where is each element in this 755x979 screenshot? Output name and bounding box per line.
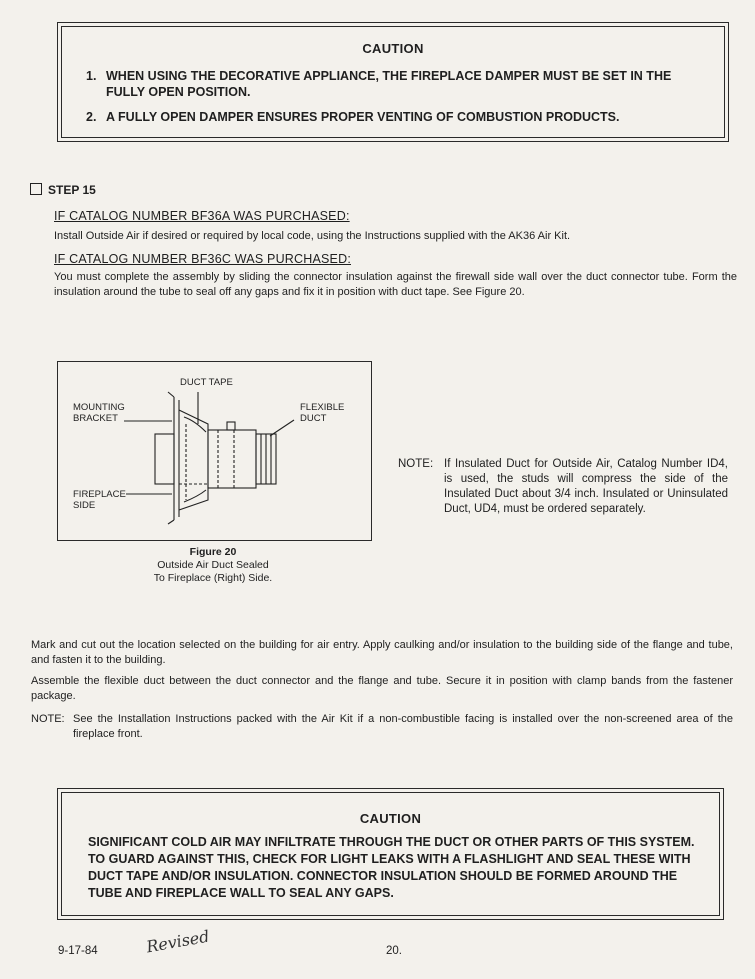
paragraph-note-label: NOTE: — [31, 713, 65, 725]
footer-date: 9-17-84 — [58, 945, 98, 957]
caution-list — [86, 68, 702, 134]
label-flexible-duct: FLEXIBLE DUCT — [300, 402, 345, 424]
caution-item-number: 1. — [86, 69, 97, 83]
figure-frame — [57, 361, 372, 541]
side-note-text: If Insulated Duct for Outside Air, Catalog Number ID4, is used, the studs will compress the side of the Insulated Duct about 3/4 inch. Insulated or Uninsulated Duct, UD4, must be ordered separately. — [444, 458, 728, 515]
step-heading — [30, 183, 96, 197]
side-note — [398, 457, 728, 537]
caution-text: SIGNIFICANT COLD AIR MAY INFILTRATE THROUGH THE DUCT OR OTHER PARTS OF THIS SYSTEM. TO GUARD AGAINST THIS, CHECK FOR LIGHT LEAKS WITH A FLASHLIGHT AND SEAL THESE WITH DUCT TAPE AND/OR INSULATION. CONNECTOR INSULATION SHOULD BE FORMED AROUND THE TUBE AND FIREPLACE WALL TO SEAL ANY GAPS. — [88, 835, 695, 900]
catalog-c-heading: IF CATALOG NUMBER BF36C WAS PURCHASED: — [54, 252, 351, 266]
caution-box-bottom — [57, 788, 724, 920]
figure-caption-title: Figure 20 — [189, 546, 237, 558]
caution-item — [86, 68, 702, 100]
catalog-a-heading: IF CATALOG NUMBER BF36A WAS PURCHASED: — [54, 209, 350, 223]
catalog-a-text: Install Outside Air if desired or required by local code, using the Instructions supplied with the AK36 Air Kit. — [54, 230, 571, 242]
caution-item-number: 2. — [86, 110, 97, 124]
label-fireplace-side: FIREPLACE SIDE — [73, 489, 126, 511]
paragraph-note — [31, 712, 733, 742]
caution-item-text: WHEN USING THE DECORATIVE APPLIANCE, THE FIREPLACE DAMPER MUST BE SET IN THE FULLY OPEN POSITION. — [106, 69, 672, 99]
figure-caption — [108, 546, 318, 585]
figure-caption-line: Outside Air Duct Sealed — [157, 559, 269, 571]
footer-signature: Revised — [144, 926, 211, 957]
label-duct-tape: DUCT TAPE — [180, 377, 233, 388]
caution-item-text: A FULLY OPEN DAMPER ENSURES PROPER VENTING OF COMBUSTION PRODUCTS. — [106, 110, 620, 124]
label-mounting-bracket: MOUNTING BRACKET — [73, 402, 125, 424]
caution-box-top — [57, 22, 729, 142]
duct-diagram — [58, 362, 371, 540]
caution-title: CAUTION — [359, 811, 422, 826]
figure-caption-line: To Fireplace (Right) Side. — [153, 572, 273, 584]
step-checkbox[interactable] — [30, 183, 42, 195]
paragraph-mark-and-cut: Mark and cut out the location selected on the building for air entry. Apply caulking and/or insulation to the building side of the flange and tube, and fasten it to the building. — [31, 639, 733, 666]
side-note-label: NOTE: — [398, 458, 434, 470]
catalog-c-text: You must complete the assembly by sliding the connector insulation against the firewall side wall over the duct connector tube. Form the insulation around the tube to seal off any gaps and fix it in position with duct tape. See Figure 20. — [54, 271, 737, 298]
footer-page-number: 20. — [386, 945, 402, 957]
paragraph-assemble-duct: Assemble the flexible duct between the duct connector and the flange and tube. Secure it in position with clamp bands from the fastener package. — [31, 675, 733, 702]
step-label: STEP 15 — [48, 183, 96, 197]
caution-title: CAUTION — [362, 41, 424, 56]
paragraph-note-text: See the Installation Instructions packed with the Air Kit if a non-combustible facing is installed over the non-screened area of the fireplace front. — [73, 713, 733, 740]
caution-item — [86, 109, 702, 125]
